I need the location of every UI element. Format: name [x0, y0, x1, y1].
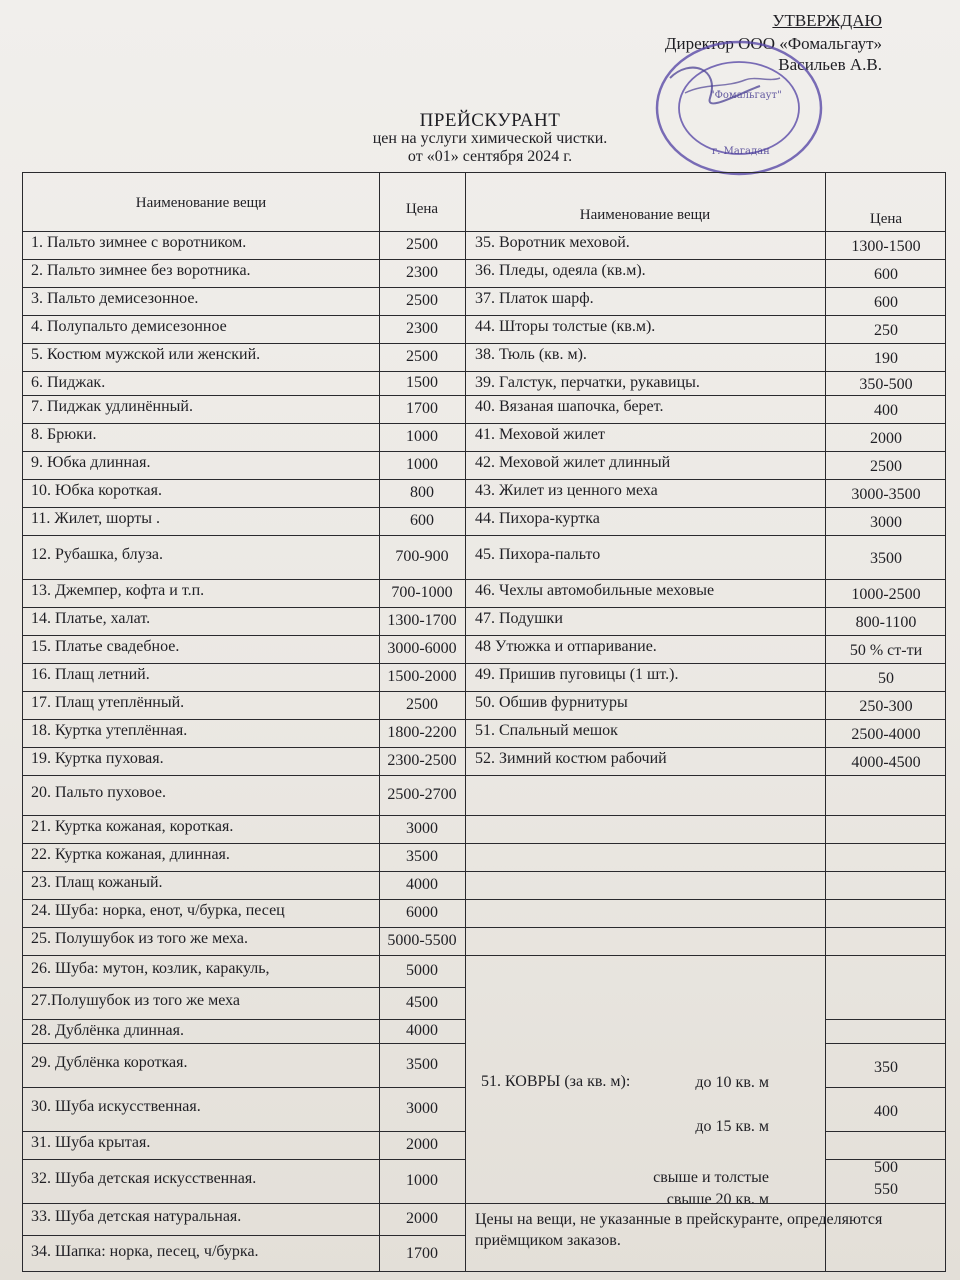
document-heading: [320, 112, 660, 166]
row-divider: [465, 871, 945, 872]
left-item-name: 23. Плащ кожаный.: [31, 874, 163, 891]
row-divider: [23, 479, 465, 480]
row-divider: [23, 843, 465, 844]
right-item-price: 400: [874, 402, 898, 419]
row-divider: [825, 1087, 945, 1088]
left-item-price: 1500: [406, 374, 438, 391]
left-name-header: Наименование вещи: [135, 195, 267, 211]
approval-title: УТВЕРЖДАЮ: [772, 11, 882, 30]
left-item-price: 2300-2500: [387, 752, 457, 769]
row-divider: [23, 691, 465, 692]
row-divider: [23, 535, 465, 536]
left-item-name: 6. Пиджак.: [31, 374, 106, 391]
left-item-name: 20. Пальто пуховое.: [31, 784, 166, 801]
row-divider: [465, 507, 945, 508]
right-item-price: 2500: [870, 458, 902, 475]
row-divider: [465, 691, 945, 692]
right-item-price: 3500: [870, 550, 902, 567]
left-item-price: 700-1000: [391, 584, 453, 601]
left-item-price: 2500-2700: [387, 786, 457, 803]
row-divider: [23, 395, 465, 396]
right-item-price: 1300-1500: [851, 238, 921, 255]
stamp-city-text: г. Магадан: [712, 146, 770, 157]
row-divider: [23, 315, 465, 316]
row-divider: [23, 747, 465, 748]
left-item-name: 28. Дублёнка длинная.: [31, 1022, 184, 1039]
row-divider: [23, 871, 465, 872]
left-item-name: 13. Джемпер, кофта и т.п.: [31, 582, 205, 599]
left-item-price: 3000: [406, 820, 438, 837]
right-item-price: 50 % ст-ти: [849, 642, 923, 659]
left-item-name: 22. Куртка кожаная, длинная.: [31, 846, 230, 863]
left-item-name: 3. Пальто демисезонное.: [31, 290, 199, 307]
left-item-price: 2300: [406, 320, 438, 337]
left-item-price: 2500: [406, 236, 438, 253]
row-divider: [23, 1043, 465, 1044]
row-divider: [465, 395, 945, 396]
row-divider: [23, 1203, 465, 1204]
approval-person: Васильев А.В.: [778, 55, 882, 74]
row-divider: [465, 815, 945, 816]
right-item-price: 800-1100: [855, 614, 917, 631]
left-item-price: 2000: [406, 1136, 438, 1153]
row-divider: [825, 1019, 945, 1020]
row-divider: [23, 343, 465, 344]
row-divider: [465, 315, 945, 316]
row-divider: [23, 1019, 465, 1020]
document-subtitle: цен на услуги химической чистки.: [372, 130, 608, 147]
left-item-name: 24. Шуба: норка, енот, ч/бурка, песец: [31, 902, 285, 919]
right-item-price: 1000-2500: [851, 586, 921, 603]
row-divider: [23, 663, 465, 664]
left-item-price: 600: [410, 512, 434, 529]
right-item-price: 250: [874, 322, 898, 339]
row-divider: [465, 423, 945, 424]
left-item-name: 19. Куртка пуховая.: [31, 750, 164, 767]
left-item-price: 5000-5500: [387, 932, 457, 949]
left-item-price: 1700: [406, 1245, 438, 1262]
left-item-price: 1800-2200: [387, 724, 457, 741]
left-item-name: 2. Пальто зимнее без воротника.: [31, 262, 251, 279]
left-item-name: 31. Шуба крытая.: [31, 1134, 151, 1151]
document-date: от «01» сентября 2024 г.: [407, 148, 573, 165]
left-item-price: 2500: [406, 292, 438, 309]
left-item-price: 1500-2000: [387, 668, 457, 685]
right-item-name: 52. Зимний костюм рабочий: [475, 750, 667, 767]
row-divider: [465, 607, 945, 608]
left-item-name: 10. Юбка короткая.: [31, 482, 162, 499]
carpet-tier-label: свыше 20 кв. м: [666, 1191, 769, 1208]
left-item-price: 5000: [406, 962, 438, 979]
left-item-price: 2500: [406, 696, 438, 713]
left-item-name: 5. Костюм мужской или женский.: [31, 346, 261, 363]
left-item-name: 25. Полушубок из того же меха.: [31, 930, 249, 947]
row-divider: [465, 343, 945, 344]
row-divider: [23, 579, 465, 580]
right-item-price: 600: [874, 294, 898, 311]
left-item-price: 1000: [406, 428, 438, 445]
right-item-name: 44. Пихора-куртка: [475, 510, 600, 527]
row-divider: [825, 1159, 945, 1160]
stamp-center-text: "Фомальгаут": [710, 90, 782, 101]
row-divider: [465, 747, 945, 748]
left-item-price: 6000: [406, 904, 438, 921]
left-item-name: 18. Куртка утеплённая.: [31, 722, 188, 739]
right-item-price: 350-500: [859, 376, 913, 393]
row-divider: [23, 1235, 465, 1236]
left-item-price: 4000: [406, 876, 438, 893]
row-divider: [23, 635, 465, 636]
left-price-header: Цена: [405, 201, 439, 217]
left-item-price: 2000: [406, 1210, 438, 1227]
left-item-price: 3000: [406, 1100, 438, 1117]
left-item-name: 4. Полупальто демисезонное: [31, 318, 227, 335]
row-divider: [23, 231, 945, 232]
left-item-name: 9. Юбка длинная.: [31, 454, 151, 471]
row-divider: [465, 579, 945, 580]
left-item-name: 17. Плащ утеплённый.: [31, 694, 185, 711]
left-item-price: 3500: [406, 848, 438, 865]
right-item-price: 250-300: [859, 698, 913, 715]
left-item-price: 1000: [406, 1172, 438, 1189]
right-item-price: 4000-4500: [851, 754, 921, 771]
right-item-price: 2500-4000: [851, 726, 921, 743]
row-divider: [465, 287, 945, 288]
row-divider: [23, 775, 465, 776]
left-item-name: 33. Шуба детская натуральная.: [31, 1208, 242, 1225]
left-item-price: 1300-1700: [387, 612, 457, 629]
right-item-name: 42. Меховой жилет длинный: [475, 454, 671, 471]
carpet-tier-price: 400: [874, 1103, 898, 1120]
row-divider: [465, 955, 945, 956]
right-item-name: 41. Меховой жилет: [475, 426, 605, 443]
right-item-price: 3000: [870, 514, 902, 531]
left-item-name: 11. Жилет, шорты .: [31, 510, 161, 527]
left-item-price: 700-900: [395, 548, 449, 565]
right-name-header: Наименование вещи: [579, 207, 711, 223]
row-divider: [23, 1087, 465, 1088]
right-item-name: 48 Утюжка и отпаривание.: [475, 638, 657, 655]
left-item-name: 1. Пальто зимнее с воротником.: [31, 234, 247, 251]
row-divider: [465, 1203, 945, 1204]
row-divider: [23, 259, 465, 260]
left-item-name: 15. Платье свадебное.: [31, 638, 180, 655]
right-item-name: 49. Пришив пуговицы (1 шт.).: [475, 666, 679, 683]
row-divider: [465, 259, 945, 260]
row-divider: [465, 479, 945, 480]
row-divider: [465, 719, 945, 720]
row-divider: [23, 423, 465, 424]
row-divider: [23, 1131, 465, 1132]
right-item-price: 50: [878, 670, 894, 687]
right-item-name: 46. Чехлы автомобильные меховые: [475, 582, 715, 599]
row-divider: [465, 663, 945, 664]
left-item-price: 3500: [406, 1056, 438, 1073]
footnote: Цены на вещи, не указанные в прейскуранте, определяются приёмщиком заказов.: [475, 1211, 883, 1249]
row-divider: [465, 535, 945, 536]
left-item-price: 2300: [406, 264, 438, 281]
company-stamp: [650, 38, 828, 178]
left-item-name: 16. Плащ летний.: [31, 666, 150, 683]
row-divider: [23, 719, 465, 720]
row-divider: [825, 1131, 945, 1132]
left-item-price: 4500: [406, 994, 438, 1011]
row-divider: [23, 507, 465, 508]
right-item-name: 44. Шторы толстые (кв.м).: [475, 318, 656, 335]
right-price-header: Цена: [869, 211, 903, 227]
carpet-tier-label: до 15 кв. м: [695, 1118, 769, 1135]
left-item-name: 32. Шуба детская искусственная.: [31, 1170, 257, 1187]
right-item-name: 47. Подушки: [475, 610, 563, 627]
row-divider: [23, 607, 465, 608]
right-item-price: 600: [874, 266, 898, 283]
carpets-label: 51. КОВРЫ (за кв. м):: [481, 1073, 631, 1090]
row-divider: [23, 451, 465, 452]
right-item-name: 38. Тюль (кв. м).: [475, 346, 587, 363]
right-item-name: 35. Воротник меховой.: [475, 234, 630, 251]
left-item-name: 34. Шапка: норка, песец, ч/бурка.: [31, 1243, 259, 1260]
right-item-name: 39. Галстук, перчатки, рукавицы.: [475, 374, 700, 391]
row-divider: [465, 927, 945, 928]
left-item-price: 1000: [406, 456, 438, 473]
row-divider: [465, 899, 945, 900]
approval-position: Директор ООО «Фомальгаут»: [664, 34, 882, 53]
left-item-name: 12. Рубашка, блуза.: [31, 546, 164, 563]
row-divider: [23, 287, 465, 288]
left-item-name: 29. Дублёнка короткая.: [31, 1054, 188, 1071]
left-item-name: 14. Платье, халат.: [31, 610, 151, 627]
left-item-name: 30. Шуба искусственная.: [31, 1098, 201, 1115]
left-item-name: 7. Пиджак удлинённый.: [31, 398, 193, 415]
left-item-name: 26. Шуба: мутон, козлик, каракуль,: [31, 960, 270, 977]
left-item-price: 2500: [406, 348, 438, 365]
left-item-price: 1700: [406, 400, 438, 417]
right-item-price: 2000: [870, 430, 902, 447]
row-divider: [465, 451, 945, 452]
carpet-tier-price: 550: [874, 1181, 898, 1198]
row-divider: [23, 899, 465, 900]
left-item-price: 800: [410, 484, 434, 501]
row-divider: [825, 1043, 945, 1044]
carpet-tier-label: до 10 кв. м: [695, 1074, 769, 1091]
row-divider: [23, 927, 465, 928]
carpet-tier-price: 350: [874, 1059, 898, 1076]
carpet-tier-label: свыше и толстые: [653, 1169, 769, 1186]
left-item-name: 21. Куртка кожаная, короткая.: [31, 818, 234, 835]
right-item-name: 36. Пледы, одеяла (кв.м).: [475, 262, 646, 279]
row-divider: [23, 987, 465, 988]
right-item-name: 37. Платок шарф.: [475, 290, 594, 307]
right-item-name: 40. Вязаная шапочка, берет.: [475, 398, 664, 415]
right-item-name: 51. Спальный мешок: [475, 722, 618, 739]
price-table: [22, 172, 946, 1272]
document-title: ПРЕЙСКУРАНТ: [419, 110, 561, 131]
row-divider: [23, 371, 465, 372]
right-item-name: 50. Обшив фурнитуры: [475, 694, 628, 711]
row-divider: [465, 775, 945, 776]
row-divider: [23, 1159, 465, 1160]
left-item-price: 4000: [406, 1022, 438, 1039]
row-divider: [465, 635, 945, 636]
right-item-price: 190: [874, 350, 898, 367]
right-item-name: 43. Жилет из ценного меха: [475, 482, 658, 499]
right-item-name: 45. Пихора-пальто: [475, 546, 601, 563]
row-divider: [465, 843, 945, 844]
row-divider: [23, 815, 465, 816]
carpet-tier-price: 500: [874, 1159, 898, 1176]
left-item-price: 3000-6000: [387, 640, 457, 657]
left-item-name: 8. Брюки.: [31, 426, 97, 443]
right-item-price: 3000-3500: [851, 486, 921, 503]
row-divider: [23, 955, 465, 956]
left-item-name: 27.Полушубок из того же меха: [31, 992, 241, 1009]
row-divider: [465, 371, 945, 372]
